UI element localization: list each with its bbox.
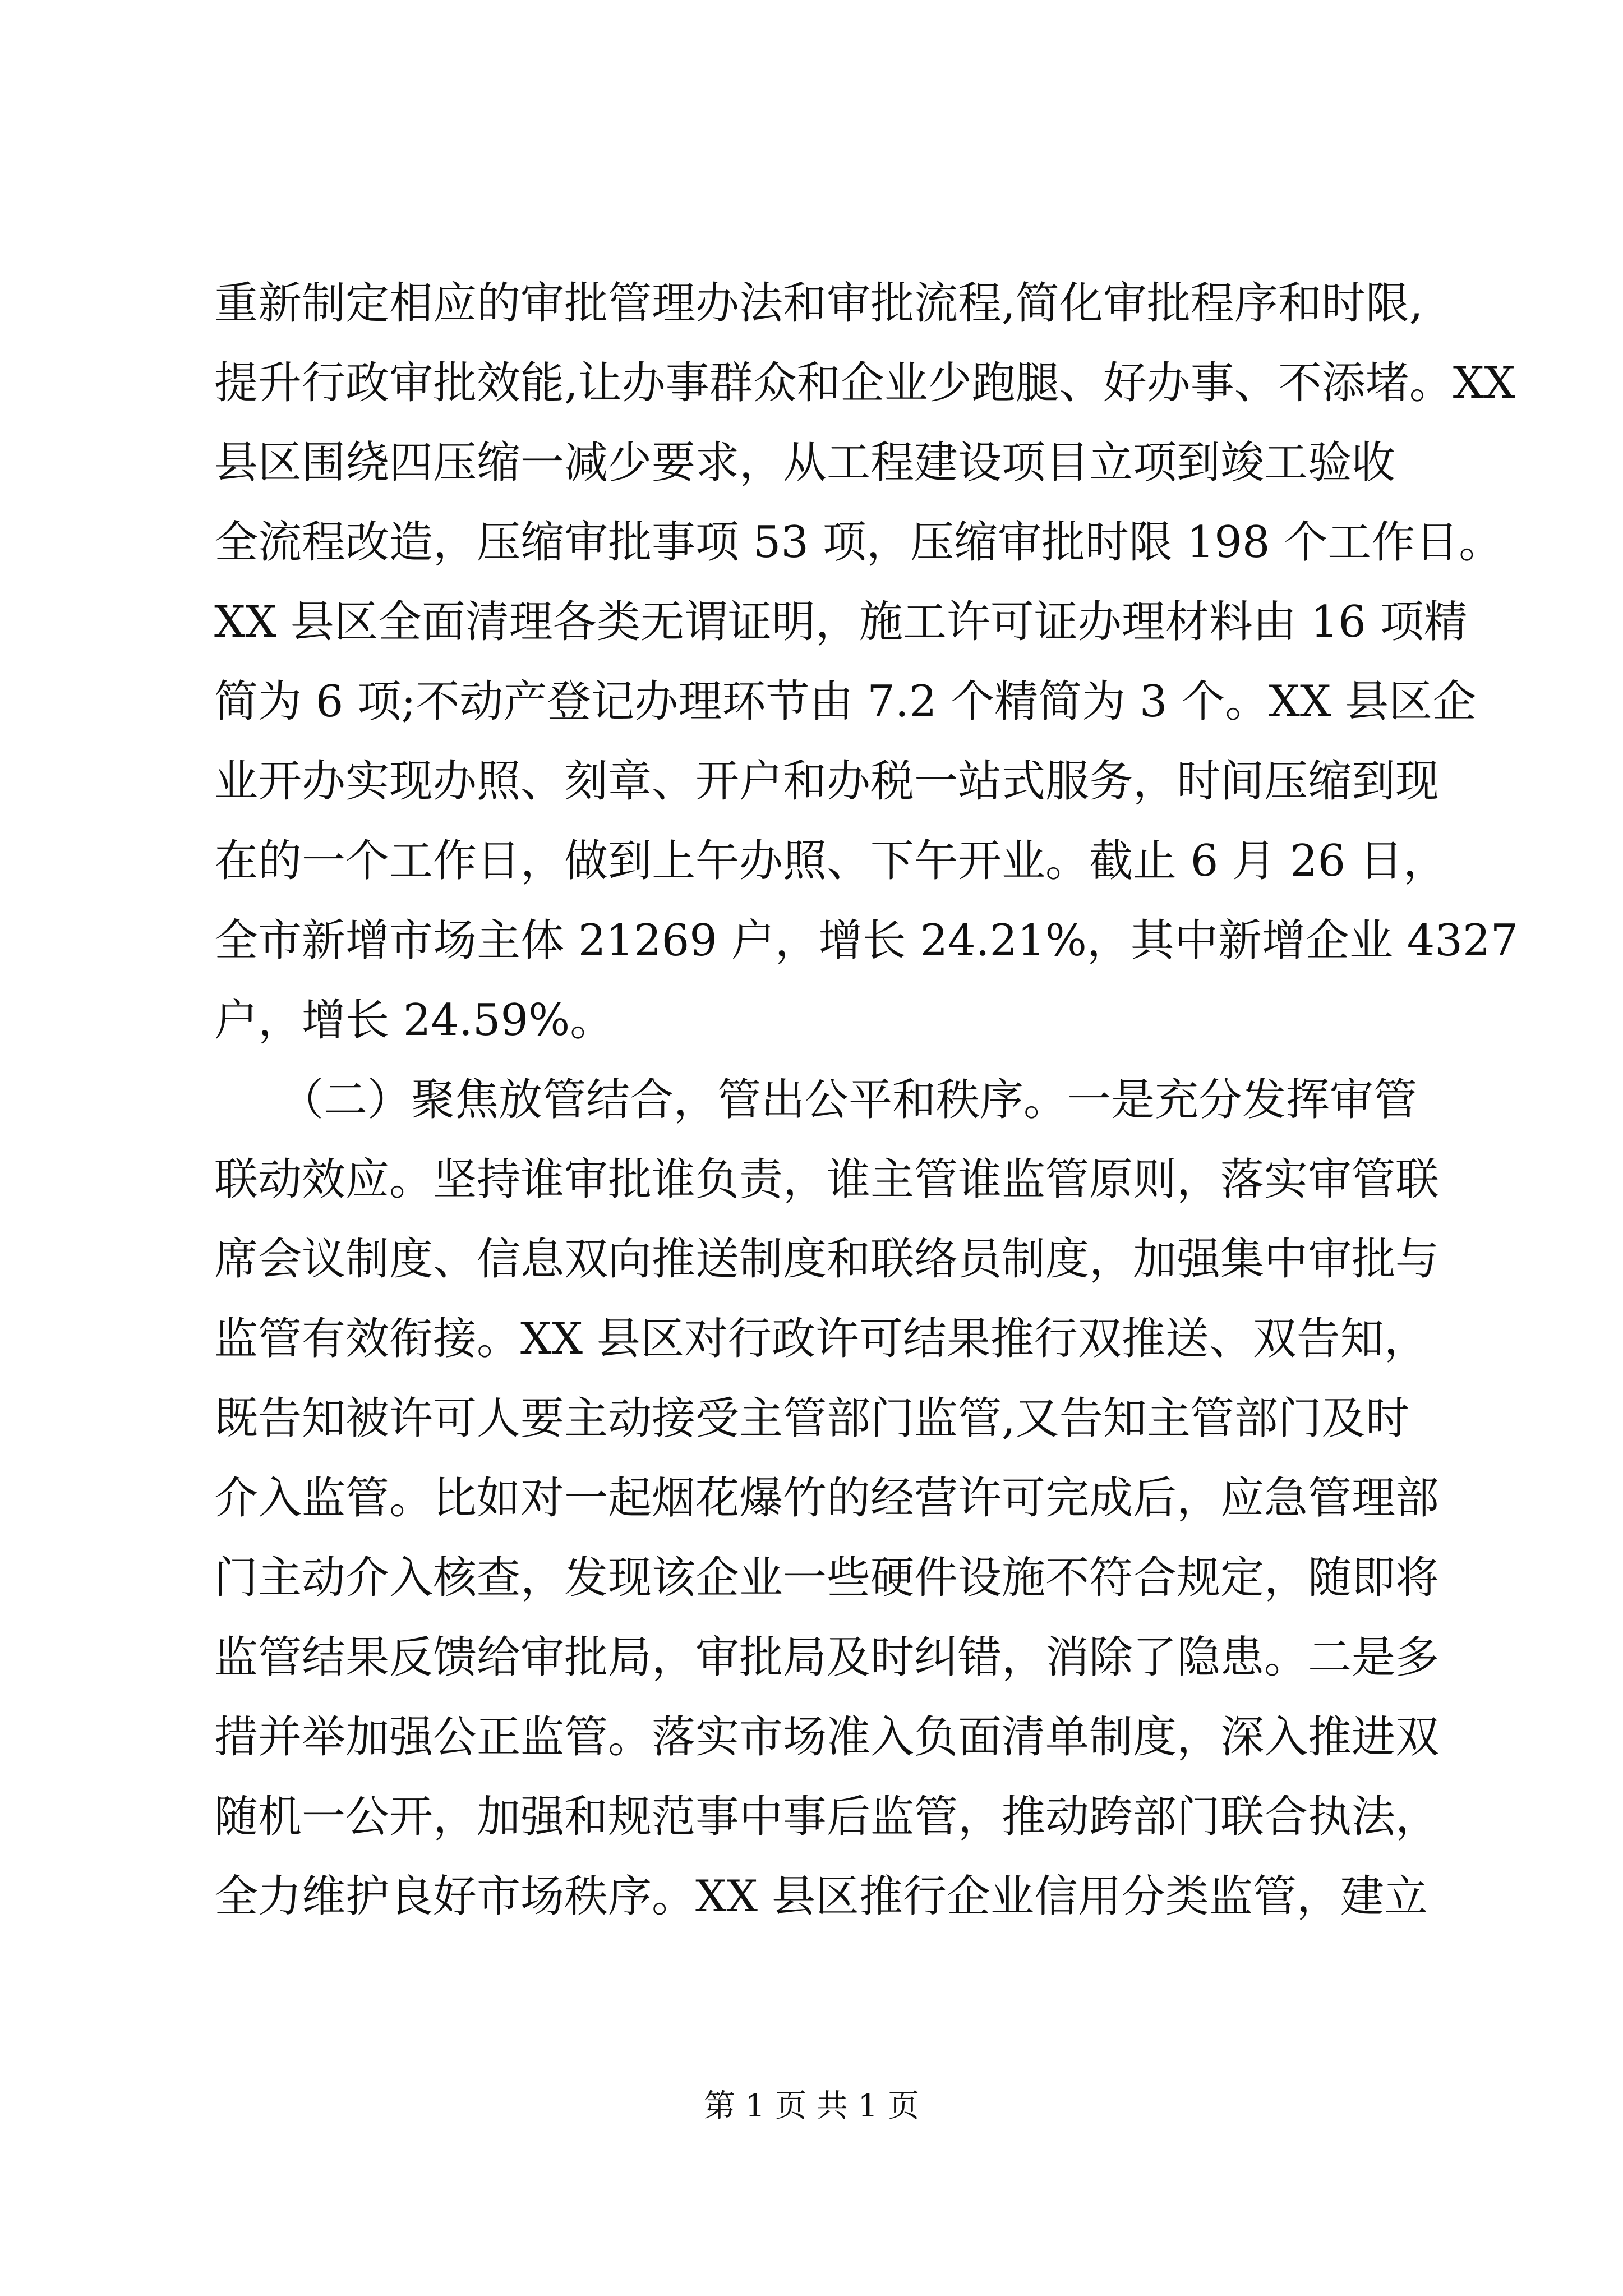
text-line: 在的一个工作日，做到上午办照、下午开业。截止 6 月 26 日， bbox=[214, 836, 1447, 886]
text-line: 县区围绕四压缩一减少要求，从工程建设项目立项到竣工验收 bbox=[214, 438, 1396, 488]
text-line: 随机一公开，加强和规范事中事后监管，推动跨部门联合执法， bbox=[214, 1792, 1440, 1842]
text-line: （二）聚焦放管结合，管出公平和秩序。一是充分发挥审管 bbox=[214, 1075, 1418, 1125]
body-text bbox=[214, 264, 1519, 1936]
text-line: 重新制定相应的审批管理办法和审批流程,简化审批程序和时限, bbox=[214, 278, 1423, 329]
text-line: 监管结果反馈给审批局，审批局及时纠错，消除了隐患。二是多 bbox=[214, 1632, 1440, 1683]
text-line: 简为 6 项;不动产登记办理环节由 7.2 个精简为 3 个。XX 县区企 bbox=[214, 677, 1477, 727]
page-footer: 第 1 页 共 1 页 bbox=[703, 2088, 920, 2124]
text-line: 户，增长 24.59%。 bbox=[214, 995, 614, 1046]
text-line: 门主动介入核查，发现该企业一些硬件设施不符合规定，随即将 bbox=[214, 1553, 1440, 1603]
text-line: 席会议制度、信息双向推送制度和联络员制度，加强集中审批与 bbox=[214, 1234, 1440, 1285]
text-line: XX 县区全面清理各类无谓证明，施工许可证办理材料由 16 项精 bbox=[214, 597, 1468, 647]
text-line: 措并举加强公正监管。落实市场准入负面清单制度，深入推进双 bbox=[214, 1712, 1440, 1763]
text-line: 既告知被许可人要主动接受主管部门监管,又告知主管部门及时 bbox=[214, 1393, 1409, 1444]
text-line: 联动效应。坚持谁审批谁负责，谁主管谁监管原则，落实审管联 bbox=[214, 1154, 1440, 1205]
text-line: 全流程改造，压缩审批事项 53 项，压缩审批时限 198 个工作日。 bbox=[214, 517, 1503, 568]
text-line: 监管有效衔接。XX 县区对行政许可结果推行双推送、双告知， bbox=[214, 1314, 1428, 1364]
text-line: 全市新增市场主体 21269 户，增长 24.21%，其中新增企业 4327 bbox=[214, 915, 1519, 966]
text-line: 业开办实现办照、刻章、开户和办税一站式服务，时间压缩到现 bbox=[214, 756, 1440, 807]
text-line: 提升行政审批效能,让办事群众和企业少跑腿、好办事、不添堵。XX bbox=[214, 358, 1515, 408]
text-line: 全力维护良好市场秩序。XX 县区推行企业信用分类监管，建立 bbox=[214, 1871, 1428, 1922]
text-line: 介入监管。比如对一起烟花爆竹的经营许可完成后，应急管理部 bbox=[214, 1473, 1440, 1524]
